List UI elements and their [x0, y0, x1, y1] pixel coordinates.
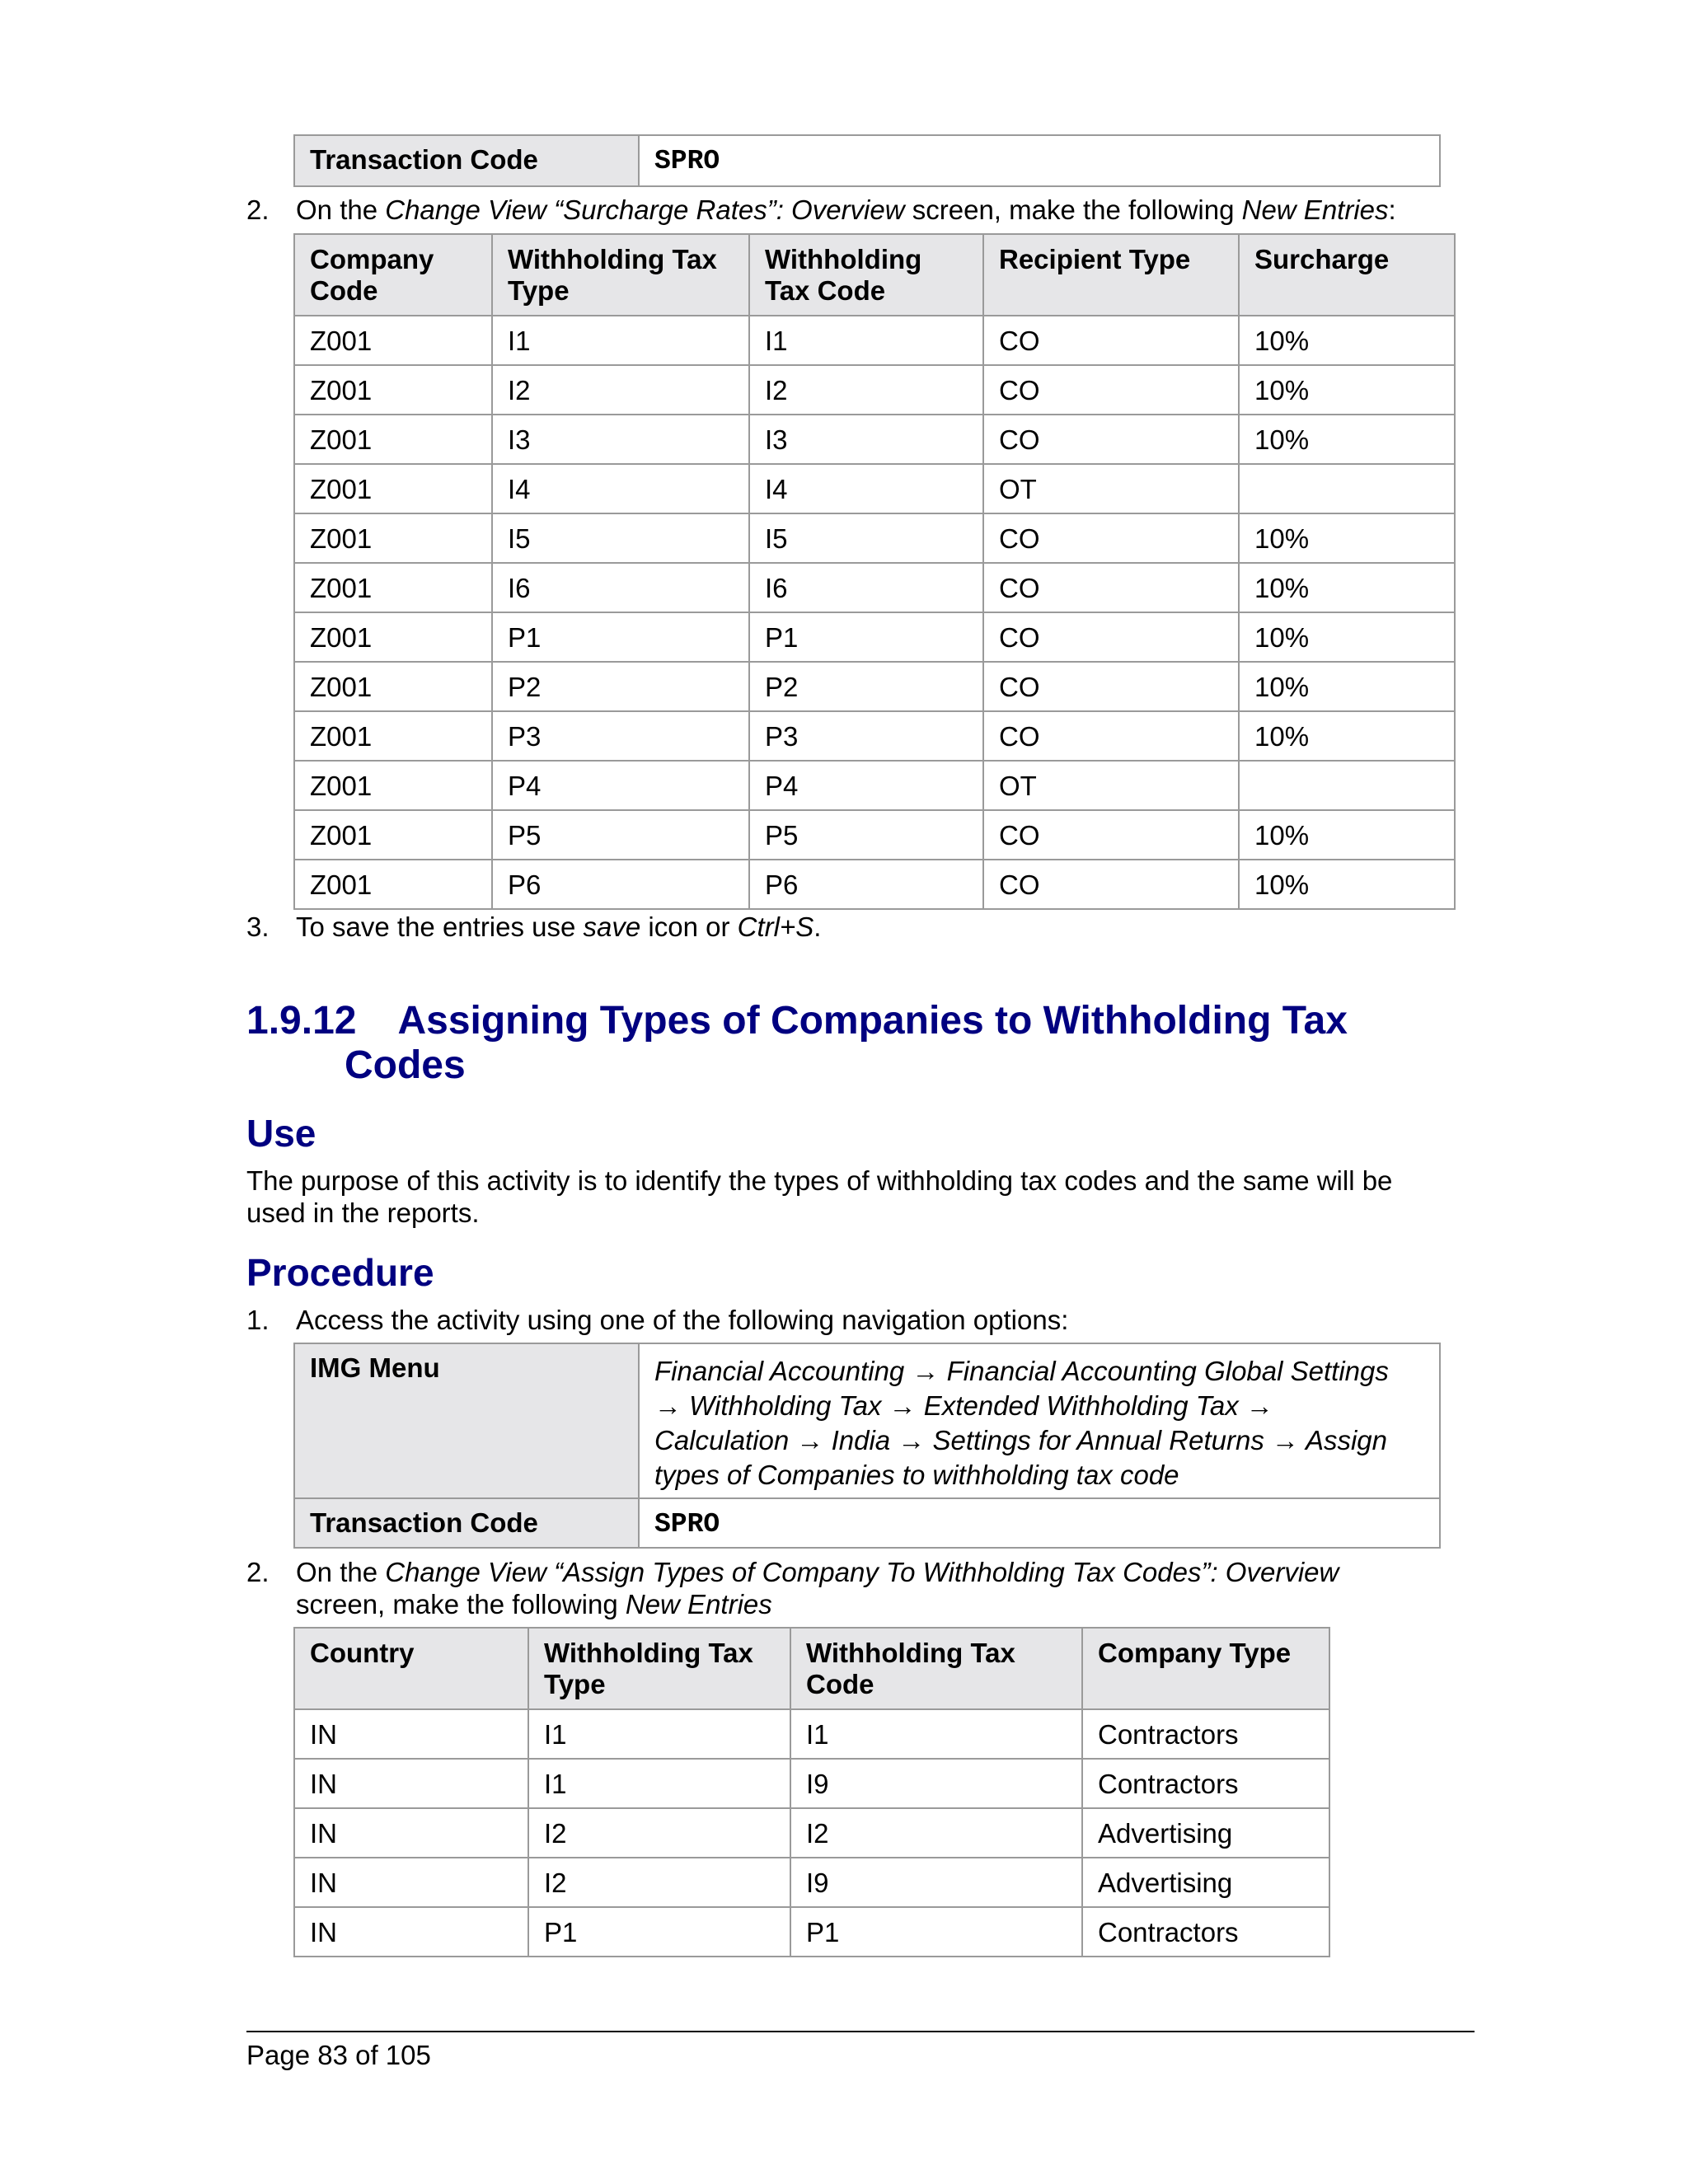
table-cell: Z001	[294, 365, 492, 415]
table-cell: P4	[492, 761, 749, 810]
table-row	[294, 1907, 1329, 1957]
table-cell: Contractors	[1082, 1709, 1329, 1759]
table-cell: I1	[528, 1709, 790, 1759]
text-fragment: To save the entries use	[296, 912, 584, 942]
step-line-1	[296, 1556, 1339, 1588]
table-cell: 10%	[1239, 860, 1455, 909]
table-row	[294, 612, 1455, 662]
table-cell: 10%	[1239, 810, 1455, 860]
text-fragment: On the	[296, 194, 386, 225]
table-cell: P1	[528, 1907, 790, 1957]
table-cell: Advertising	[1082, 1858, 1329, 1907]
table-cell: 10%	[1239, 513, 1455, 563]
table-row	[294, 1759, 1329, 1808]
table-cell: IN	[294, 1858, 528, 1907]
table-cell: I2	[749, 365, 983, 415]
step-3-save	[246, 911, 1483, 944]
img-path-line: Calculation → India → Settings for Annual Returns → Assign	[654, 1425, 1387, 1455]
table-cell: 10%	[1239, 316, 1455, 365]
img-menu-path	[639, 1343, 1440, 1498]
table-cell: CO	[983, 860, 1239, 909]
table-cell: Z001	[294, 464, 492, 513]
table-cell: CO	[983, 415, 1239, 464]
transaction-code-label: Transaction Code	[294, 135, 639, 186]
table-cell: CO	[983, 316, 1239, 365]
use-paragraph	[246, 1165, 1483, 1229]
header-company-code: Company Code	[294, 234, 492, 316]
header-country: Country	[294, 1628, 528, 1709]
table-cell: I3	[492, 415, 749, 464]
table-cell: CO	[983, 563, 1239, 612]
table-cell: Z001	[294, 612, 492, 662]
table-row	[294, 316, 1455, 365]
table-cell: IN	[294, 1709, 528, 1759]
section-number: 1.9.12	[246, 999, 357, 1043]
step-text	[296, 911, 821, 943]
new-entries-term: New Entries	[625, 1589, 772, 1619]
table-cell: Z001	[294, 711, 492, 761]
table-cell: P2	[492, 662, 749, 711]
table-cell: I4	[492, 464, 749, 513]
new-entries-term: New Entries	[1241, 194, 1389, 225]
table-row	[294, 662, 1455, 711]
table-cell: 10%	[1239, 563, 1455, 612]
surcharge-rates-table	[293, 233, 1456, 910]
step-line-2	[296, 1588, 1339, 1620]
table-cell: I1	[492, 316, 749, 365]
table-cell: IN	[294, 1759, 528, 1808]
table-cell: I2	[528, 1808, 790, 1858]
table-cell: I6	[749, 563, 983, 612]
text-fragment: icon or	[640, 912, 738, 942]
table-cell: Z001	[294, 810, 492, 860]
table-cell: P6	[749, 860, 983, 909]
table-cell: 10%	[1239, 365, 1455, 415]
header-withholding-tax-type: Withholding Tax Type	[492, 234, 749, 316]
step-number: 3.	[246, 912, 270, 942]
table-cell: OT	[983, 464, 1239, 513]
table-cell: Z001	[294, 662, 492, 711]
table-cell: I6	[492, 563, 749, 612]
table-cell: I2	[492, 365, 749, 415]
step-text	[296, 194, 1396, 226]
step-1-access	[246, 1304, 1483, 1337]
use-line-1: The purpose of this activity is to identify the types of withholding tax codes and the same will be	[246, 1165, 1393, 1196]
img-menu-label: IMG Menu	[294, 1343, 639, 1498]
table-cell: I2	[528, 1858, 790, 1907]
table-cell: P5	[492, 810, 749, 860]
img-path-line: → Withholding Tax → Extended Withholding Tax →	[654, 1390, 1273, 1421]
table-cell: I1	[790, 1709, 1082, 1759]
table-cell: P3	[749, 711, 983, 761]
header-withholding-tax-code: Withholding Tax Code	[749, 234, 983, 316]
table-cell: I5	[749, 513, 983, 563]
top-transaction-table	[293, 134, 1441, 187]
table-cell: IN	[294, 1907, 528, 1957]
table-cell: Contractors	[1082, 1759, 1329, 1808]
table-cell: P1	[492, 612, 749, 662]
table-cell	[1239, 761, 1455, 810]
table-cell: P1	[749, 612, 983, 662]
header-withholding-tax-code: Withholding Tax Code	[790, 1628, 1082, 1709]
table-cell: I9	[790, 1858, 1082, 1907]
company-types-table	[293, 1627, 1330, 1957]
img-path-line: types of Companies to withholding tax code	[654, 1460, 1179, 1490]
text-fragment: :	[1388, 194, 1396, 225]
table-cell	[1239, 464, 1455, 513]
header-company-type: Company Type	[1082, 1628, 1329, 1709]
table-cell: P2	[749, 662, 983, 711]
table-cell: Z001	[294, 563, 492, 612]
transaction-code-value: SPRO	[639, 1498, 1440, 1548]
use-heading: Use	[246, 1112, 316, 1155]
step-number: 2.	[246, 1557, 270, 1587]
use-line-2: used in the reports.	[246, 1197, 480, 1228]
table-cell: CO	[983, 810, 1239, 860]
table-row	[294, 365, 1455, 415]
table-cell: CO	[983, 513, 1239, 563]
step-text	[296, 1556, 1339, 1620]
table-cell: P3	[492, 711, 749, 761]
table-cell: I1	[528, 1759, 790, 1808]
table-row	[294, 513, 1455, 563]
header-surcharge: Surcharge	[1239, 234, 1455, 316]
table-row	[294, 761, 1455, 810]
table-cell: Z001	[294, 860, 492, 909]
text-fragment: .	[814, 912, 822, 942]
transaction-code-value: SPRO	[639, 135, 1440, 186]
text-fragment: screen, make the following	[296, 1589, 626, 1619]
table-cell: P6	[492, 860, 749, 909]
table-cell: Z001	[294, 415, 492, 464]
table-row	[294, 464, 1455, 513]
table-cell: I3	[749, 415, 983, 464]
table-cell: I4	[749, 464, 983, 513]
navigation-options-table	[293, 1343, 1441, 1549]
table-cell: 10%	[1239, 415, 1455, 464]
table-row	[294, 860, 1455, 909]
table-row	[294, 1709, 1329, 1759]
table-cell: Contractors	[1082, 1907, 1329, 1957]
screen-name: Change View “Surcharge Rates”: Overview	[385, 194, 905, 225]
table-row	[294, 1808, 1329, 1858]
section-title-1: Assigning Types of Companies to Withholding Tax	[397, 999, 1348, 1043]
table-cell: 10%	[1239, 612, 1455, 662]
table-cell: Z001	[294, 513, 492, 563]
table-cell: CO	[983, 662, 1239, 711]
text-fragment: On the	[296, 1557, 386, 1587]
section-heading	[246, 999, 1483, 1090]
footer-rule	[246, 2031, 1475, 2032]
step-2-assign-types	[246, 1556, 1483, 1622]
screen-name: Change View “Assign Types of Company To Withholding Tax Codes”: Overview	[385, 1557, 1339, 1587]
table-row	[294, 563, 1455, 612]
img-path-line: Financial Accounting → Financial Accounting Global Settings	[654, 1356, 1389, 1386]
section-heading-line1	[246, 999, 1483, 1043]
table-cell: Advertising	[1082, 1808, 1329, 1858]
table-cell: I5	[492, 513, 749, 563]
table-cell: Z001	[294, 316, 492, 365]
table-cell: P4	[749, 761, 983, 810]
table-cell: OT	[983, 761, 1239, 810]
table-cell: CO	[983, 612, 1239, 662]
section-title-2: Codes	[345, 1043, 466, 1087]
table-row	[294, 415, 1455, 464]
table-cell: I9	[790, 1759, 1082, 1808]
table-cell: Z001	[294, 761, 492, 810]
step-2-surcharge	[246, 194, 1483, 227]
table-cell: IN	[294, 1808, 528, 1858]
header-withholding-tax-type: Withholding Tax Type	[528, 1628, 790, 1709]
table-cell: P5	[749, 810, 983, 860]
table-cell: CO	[983, 711, 1239, 761]
table-cell: 10%	[1239, 662, 1455, 711]
save-term: save	[583, 912, 641, 942]
step-number: 1.	[246, 1305, 270, 1335]
table-row	[294, 810, 1455, 860]
procedure-heading: Procedure	[246, 1251, 434, 1294]
table-row	[294, 1858, 1329, 1907]
header-recipient-type: Recipient Type	[983, 234, 1239, 316]
transaction-code-label: Transaction Code	[294, 1498, 639, 1548]
shortcut-term: Ctrl+S	[737, 912, 814, 942]
text-fragment: screen, make the following	[904, 194, 1242, 225]
table-row	[294, 711, 1455, 761]
page-number: Page 83 of 105	[246, 2040, 431, 2070]
table-cell: 10%	[1239, 711, 1455, 761]
step-text: Access the activity using one of the following navigation options:	[296, 1305, 1069, 1335]
table-cell: CO	[983, 365, 1239, 415]
table-cell: I1	[749, 316, 983, 365]
step-number: 2.	[246, 194, 270, 225]
table-cell: I2	[790, 1808, 1082, 1858]
table-cell: P1	[790, 1907, 1082, 1957]
